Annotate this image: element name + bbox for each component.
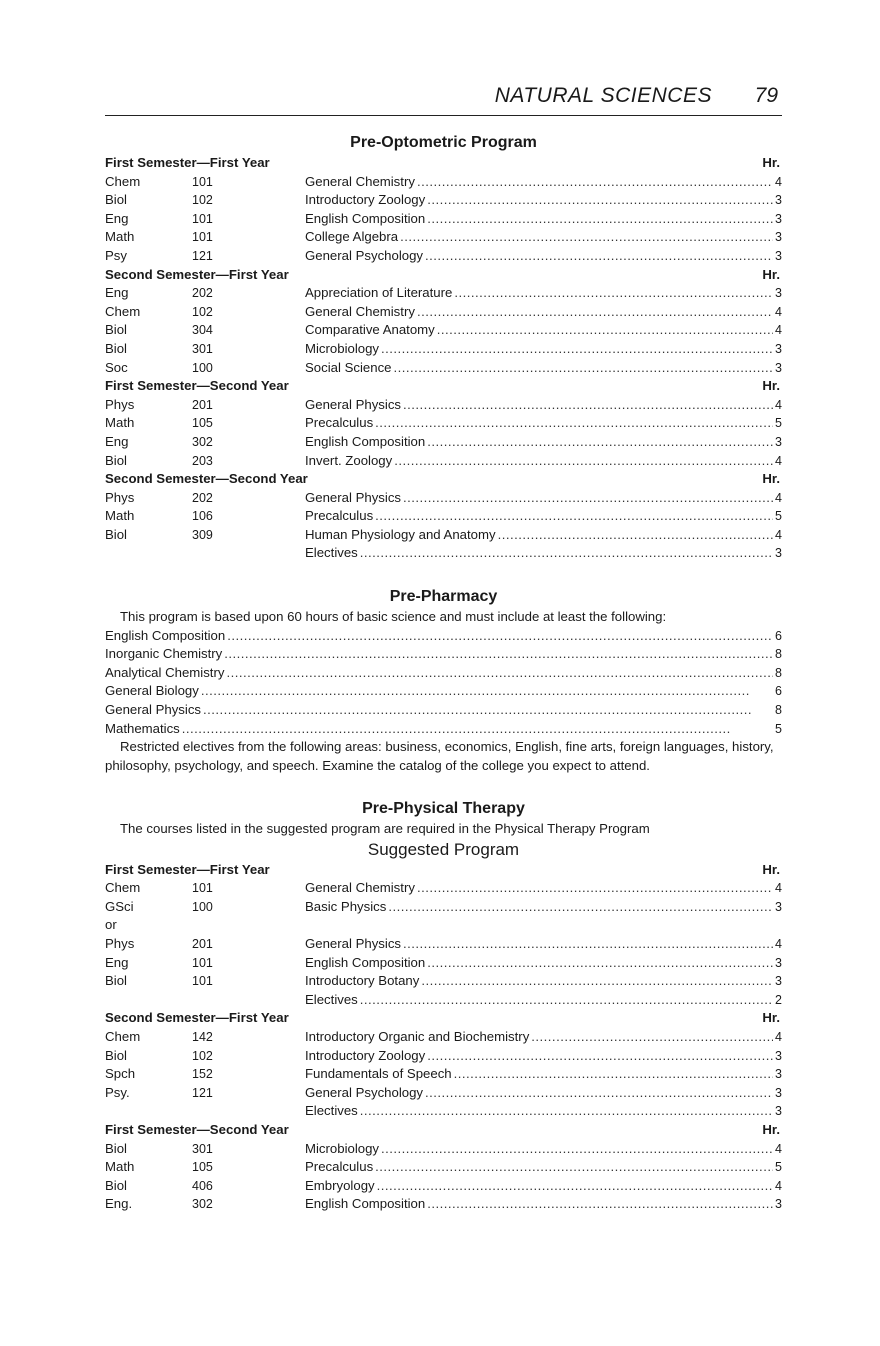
dot-leader [417,303,773,322]
course-title: Basic Physics [305,898,387,914]
course-row [105,340,782,359]
course-hours: 5 [775,1160,782,1175]
requirement-hours: 6 [775,628,782,643]
course-entry [305,396,782,415]
page-number: 79 [754,84,778,107]
course-subject: Eng [105,210,129,226]
course-hours: 4 [775,1141,782,1156]
dot-leader [400,228,773,247]
dot-leader [425,1084,773,1103]
dot-leader [403,396,773,415]
course-entry [305,173,782,192]
term-label: First Semester—First Year [105,861,270,877]
course-title: College Algebra [305,229,399,245]
course-title: English Composition [305,1196,426,1212]
course-entry [305,879,782,898]
course-number: 202 [192,286,213,301]
dot-leader [437,321,773,340]
course-row [105,1028,782,1047]
course-title: Introductory Zoology [305,1047,426,1063]
course-title: Introductory Zoology [305,192,426,208]
course-number: 101 [192,174,213,189]
course-subject: Biol [105,973,127,989]
course-entry [305,414,782,433]
term-header [105,266,782,285]
dot-leader [394,359,774,378]
course-hours: 5 [775,416,782,431]
pharmacy-requirements [105,627,782,739]
course-row [105,210,782,229]
course-subject: Soc [105,359,128,375]
course-row [105,1047,782,1066]
course-entry [305,1028,782,1047]
course-number: 100 [192,360,213,375]
requirement-row [105,627,782,646]
dot-leader [227,627,773,646]
course-hours: 4 [775,323,782,338]
requirement-title: Inorganic Chemistry [105,646,223,662]
course-title: Electives [305,545,358,561]
course-number: 102 [192,304,213,319]
course-row [105,916,782,935]
requirement-row [105,664,782,683]
dot-leader [531,1028,773,1047]
course-number: 101 [192,211,213,226]
course-row [105,452,782,471]
course-subject: Psy [105,247,127,263]
course-subject: Biol [105,1177,127,1193]
course-row [105,321,782,340]
course-row [105,935,782,954]
course-row [105,1140,782,1159]
course-entry [305,991,782,1010]
suggested-program-title: Suggested Program [367,839,520,859]
course-entry [305,898,782,917]
course-title: Introductory Botany [305,973,420,989]
course-row [105,173,782,192]
course-subject: Phys [105,489,135,505]
requirement-hours: 8 [775,665,782,680]
course-title: Human Physiology and Anatomy [305,526,496,542]
course-hours: 4 [775,453,782,468]
course-subject: Phys [105,935,135,951]
course-subject: Biol [105,452,127,468]
course-title: General Psychology [305,1084,424,1100]
course-title: General Chemistry [305,303,415,319]
optometric-title: Pre-Optometric Program [350,134,537,151]
hours-column-label: Hr. [762,1010,780,1026]
course-subject: Math [105,1159,135,1175]
course-number: 121 [192,1085,213,1100]
course-entry [305,526,782,545]
dot-leader [403,935,773,954]
course-title: Microbiology [305,1140,380,1156]
course-title: General Chemistry [305,173,415,189]
course-subject: Biol [105,340,127,356]
course-hours: 3 [775,1197,782,1212]
course-hours: 3 [775,341,782,356]
course-number: 101 [192,955,213,970]
pharmacy-title: Pre-Pharmacy [389,588,498,605]
requirement-title: General Biology [105,683,199,699]
requirement-title: English Composition [105,627,226,643]
course-hours: 3 [775,1048,782,1063]
course-hours: 3 [775,360,782,375]
dot-leader [360,544,773,563]
course-subject: Chem [105,173,141,189]
course-title: English Composition [305,954,426,970]
course-hours: 3 [775,546,782,561]
term-header [105,861,782,880]
course-subject: Math [105,508,135,524]
course-hours: 4 [775,304,782,319]
course-hours: 3 [775,955,782,970]
requirement-title: Mathematics [105,720,180,736]
course-number: 106 [192,509,213,524]
course-subject: Eng. [105,1196,133,1212]
course-title: General Physics [305,935,402,951]
course-row [105,303,782,322]
requirement-hours: 5 [775,721,782,736]
course-row [105,1084,782,1103]
course-number: 304 [192,323,213,338]
course-number: 101 [192,230,213,245]
course-row [105,489,782,508]
course-row [105,284,782,303]
dot-leader [427,433,773,452]
dot-leader [394,452,773,471]
course-subject: GSci [105,898,134,914]
dot-leader [375,414,773,433]
course-title: General Physics [305,489,402,505]
dot-leader [388,898,773,917]
dot-leader [454,1065,773,1084]
course-entry [305,1177,782,1196]
course-entry [305,1195,782,1214]
course-entry [305,1158,782,1177]
term-header [105,1121,782,1140]
course-title: Social Science [305,359,392,375]
dot-leader [377,1177,773,1196]
course-subject: Biol [105,1047,127,1063]
physical-therapy-schedule [105,861,782,1214]
course-hours: 4 [775,174,782,189]
course-row [105,879,782,898]
dot-leader [498,526,773,545]
course-hours: 3 [775,193,782,208]
course-hours: 3 [775,248,782,263]
course-number: 301 [192,1141,213,1156]
course-row [105,247,782,266]
course-hours: 4 [775,1178,782,1193]
course-entry [305,935,782,954]
course-entry [305,1047,782,1066]
dot-leader [427,954,773,973]
course-row [105,1065,782,1084]
course-subject: Phys [105,396,135,412]
course-row [105,544,782,563]
requirement-row [105,720,782,739]
course-hours: 4 [775,1029,782,1044]
course-row [105,1158,782,1177]
course-row [105,507,782,526]
course-hours: 2 [775,992,782,1007]
course-title: Embryology [305,1177,375,1193]
course-subject: Math [105,415,135,431]
requirement-title: Analytical Chemistry [105,664,225,680]
requirement-row [105,645,782,664]
course-number: 201 [192,936,213,951]
course-number: 102 [192,1048,213,1063]
course-hours: 3 [775,434,782,449]
section-name: NATURAL SCIENCES [494,84,712,107]
course-hours: 3 [775,230,782,245]
term-label: First Semester—Second Year [105,1121,289,1137]
course-hours: 5 [775,509,782,524]
term-label: Second Semester—Second Year [105,471,308,487]
dot-leader [421,972,773,991]
course-title: Fundamentals of Speech [305,1066,452,1082]
course-subject: Psy. [105,1084,130,1100]
physical-therapy-title: Pre-Physical Therapy [362,800,525,817]
course-subject: Chem [105,880,141,896]
course-row [105,359,782,378]
dot-leader [381,340,773,359]
course-title: Precalculus [305,415,374,431]
course-number: 406 [192,1178,213,1193]
course-subject: Math [105,229,135,245]
course-number: 302 [192,434,213,449]
pharmacy-note: Restricted electives from the following areas: business, economics, English, fine arts, foreign languages, history, philosophy, psychology, and speech. Examine the catalog of the college you expect to attend. [105,739,774,773]
optometric-section [105,132,782,563]
hours-column-label: Hr. [762,378,780,394]
course-subject: Chem [105,1028,141,1044]
course-entry [305,544,782,563]
dot-leader [360,1102,773,1121]
header-rule [105,115,782,116]
term-label: First Semester—First Year [105,155,270,170]
course-number: 102 [192,193,213,208]
course-number: 202 [192,490,213,505]
course-entry [305,228,782,247]
course-hours: 4 [775,397,782,412]
course-title: Electives [305,991,358,1007]
requirement-title: General Physics [105,701,202,717]
course-entry [305,303,782,322]
course-hours: 4 [775,490,782,505]
course-subject: Eng [105,954,129,970]
course-entry [305,284,782,303]
hours-column-label: Hr. [762,266,780,282]
physical-therapy-section [105,798,782,1214]
course-entry [305,433,782,452]
course-entry [305,340,782,359]
course-number: 105 [192,416,213,431]
dot-leader [427,1047,773,1066]
course-title: English Composition [305,210,426,226]
course-title: Introductory Organic and Biochemistry [305,1028,530,1044]
term-header [105,470,782,489]
dot-leader [454,284,773,303]
course-entry [305,1140,782,1159]
dot-leader [417,173,773,192]
course-entry [305,191,782,210]
dot-leader [427,191,773,210]
term-header [105,154,782,173]
course-number: 201 [192,397,213,412]
course-hours: 3 [775,1104,782,1119]
course-hours: 4 [775,936,782,951]
course-number: 203 [192,453,213,468]
course-number: 142 [192,1029,213,1044]
course-row [105,954,782,973]
requirement-hours: 6 [775,684,782,699]
course-hours: 3 [775,211,782,226]
course-hours: 4 [775,881,782,896]
term-label: First Semester—Second Year [105,378,289,394]
requirement-row [105,701,782,720]
course-subject: Biol [105,1140,127,1156]
pharmacy-section [105,586,782,775]
course-hours: 3 [775,286,782,301]
dot-leader [375,1158,773,1177]
dot-leader [203,701,773,720]
course-subject: Biol [105,322,127,338]
dot-leader [427,1195,773,1214]
course-row [105,1195,782,1214]
course-entry [305,247,782,266]
dot-leader [403,489,773,508]
course-subject: Eng [105,433,129,449]
course-entry [305,321,782,340]
pharmacy-intro: This program is based upon 60 hours of basic science and must include at least the following: [120,609,667,624]
dot-leader [226,664,773,683]
term-header [105,377,782,396]
course-subject: Biol [105,526,127,542]
course-row [105,433,782,452]
course-row [105,991,782,1010]
course-entry [305,954,782,973]
hours-column-label: Hr. [762,155,780,170]
course-entry [305,507,782,526]
course-row [105,228,782,247]
course-subject: or [105,917,117,933]
course-title: Precalculus [305,508,374,524]
course-hours: 3 [775,1067,782,1082]
course-row [105,1177,782,1196]
dot-leader [381,1140,773,1159]
dot-leader [360,991,773,1010]
course-entry [305,972,782,991]
course-title: Comparative Anatomy [305,322,435,338]
requirement-hours: 8 [775,702,782,717]
course-row [105,191,782,210]
dot-leader [375,507,773,526]
course-entry [305,359,782,378]
course-hours: 4 [775,527,782,542]
dot-leader [425,247,773,266]
course-title: English Composition [305,433,426,449]
course-entry [305,1084,782,1103]
course-entry [305,1102,782,1121]
course-title: Invert. Zoology [305,452,393,468]
course-number: 302 [192,1197,213,1212]
course-entry [305,489,782,508]
course-number: 100 [192,899,213,914]
dot-leader [224,645,773,664]
course-number: 309 [192,527,213,542]
course-title: Precalculus [305,1159,374,1175]
course-subject: Spch [105,1066,136,1082]
course-number: 101 [192,974,213,989]
course-hours: 3 [775,899,782,914]
term-label: Second Semester—First Year [105,1010,289,1026]
course-number: 101 [192,881,213,896]
page-header [105,84,782,112]
course-title: General Physics [305,396,402,412]
hours-column-label: Hr. [762,1121,780,1137]
course-row [105,414,782,433]
course-hours: 3 [775,1085,782,1100]
term-label: Second Semester—First Year [105,266,289,282]
course-number: 121 [192,248,213,263]
course-number: 152 [192,1067,213,1082]
course-number: 105 [192,1160,213,1175]
course-subject: Biol [105,192,127,208]
course-title: General Chemistry [305,880,415,896]
course-entry [305,452,782,471]
dot-leader [201,682,773,701]
requirement-row [105,682,782,701]
hours-column-label: Hr. [762,471,780,487]
course-entry [305,1065,782,1084]
course-title: Microbiology [305,340,380,356]
hours-column-label: Hr. [762,861,780,877]
optometric-schedule [105,154,782,563]
dot-leader [427,210,773,229]
dot-leader [417,879,773,898]
dot-leader [182,720,773,739]
course-row [105,898,782,917]
course-row [105,972,782,991]
course-row [105,1102,782,1121]
term-header [105,1009,782,1028]
course-title: Appreciation of Literature [305,285,453,301]
course-subject: Chem [105,303,141,319]
course-number: 301 [192,341,213,356]
course-row [105,526,782,545]
requirement-hours: 8 [775,647,782,662]
course-entry [305,210,782,229]
course-hours: 3 [775,974,782,989]
course-title: General Psychology [305,247,424,263]
course-title: Electives [305,1103,358,1119]
course-subject: Eng [105,285,129,301]
course-row [105,396,782,415]
physical-therapy-intro: The courses listed in the suggested program are required in the Physical Therapy Program [120,821,650,836]
